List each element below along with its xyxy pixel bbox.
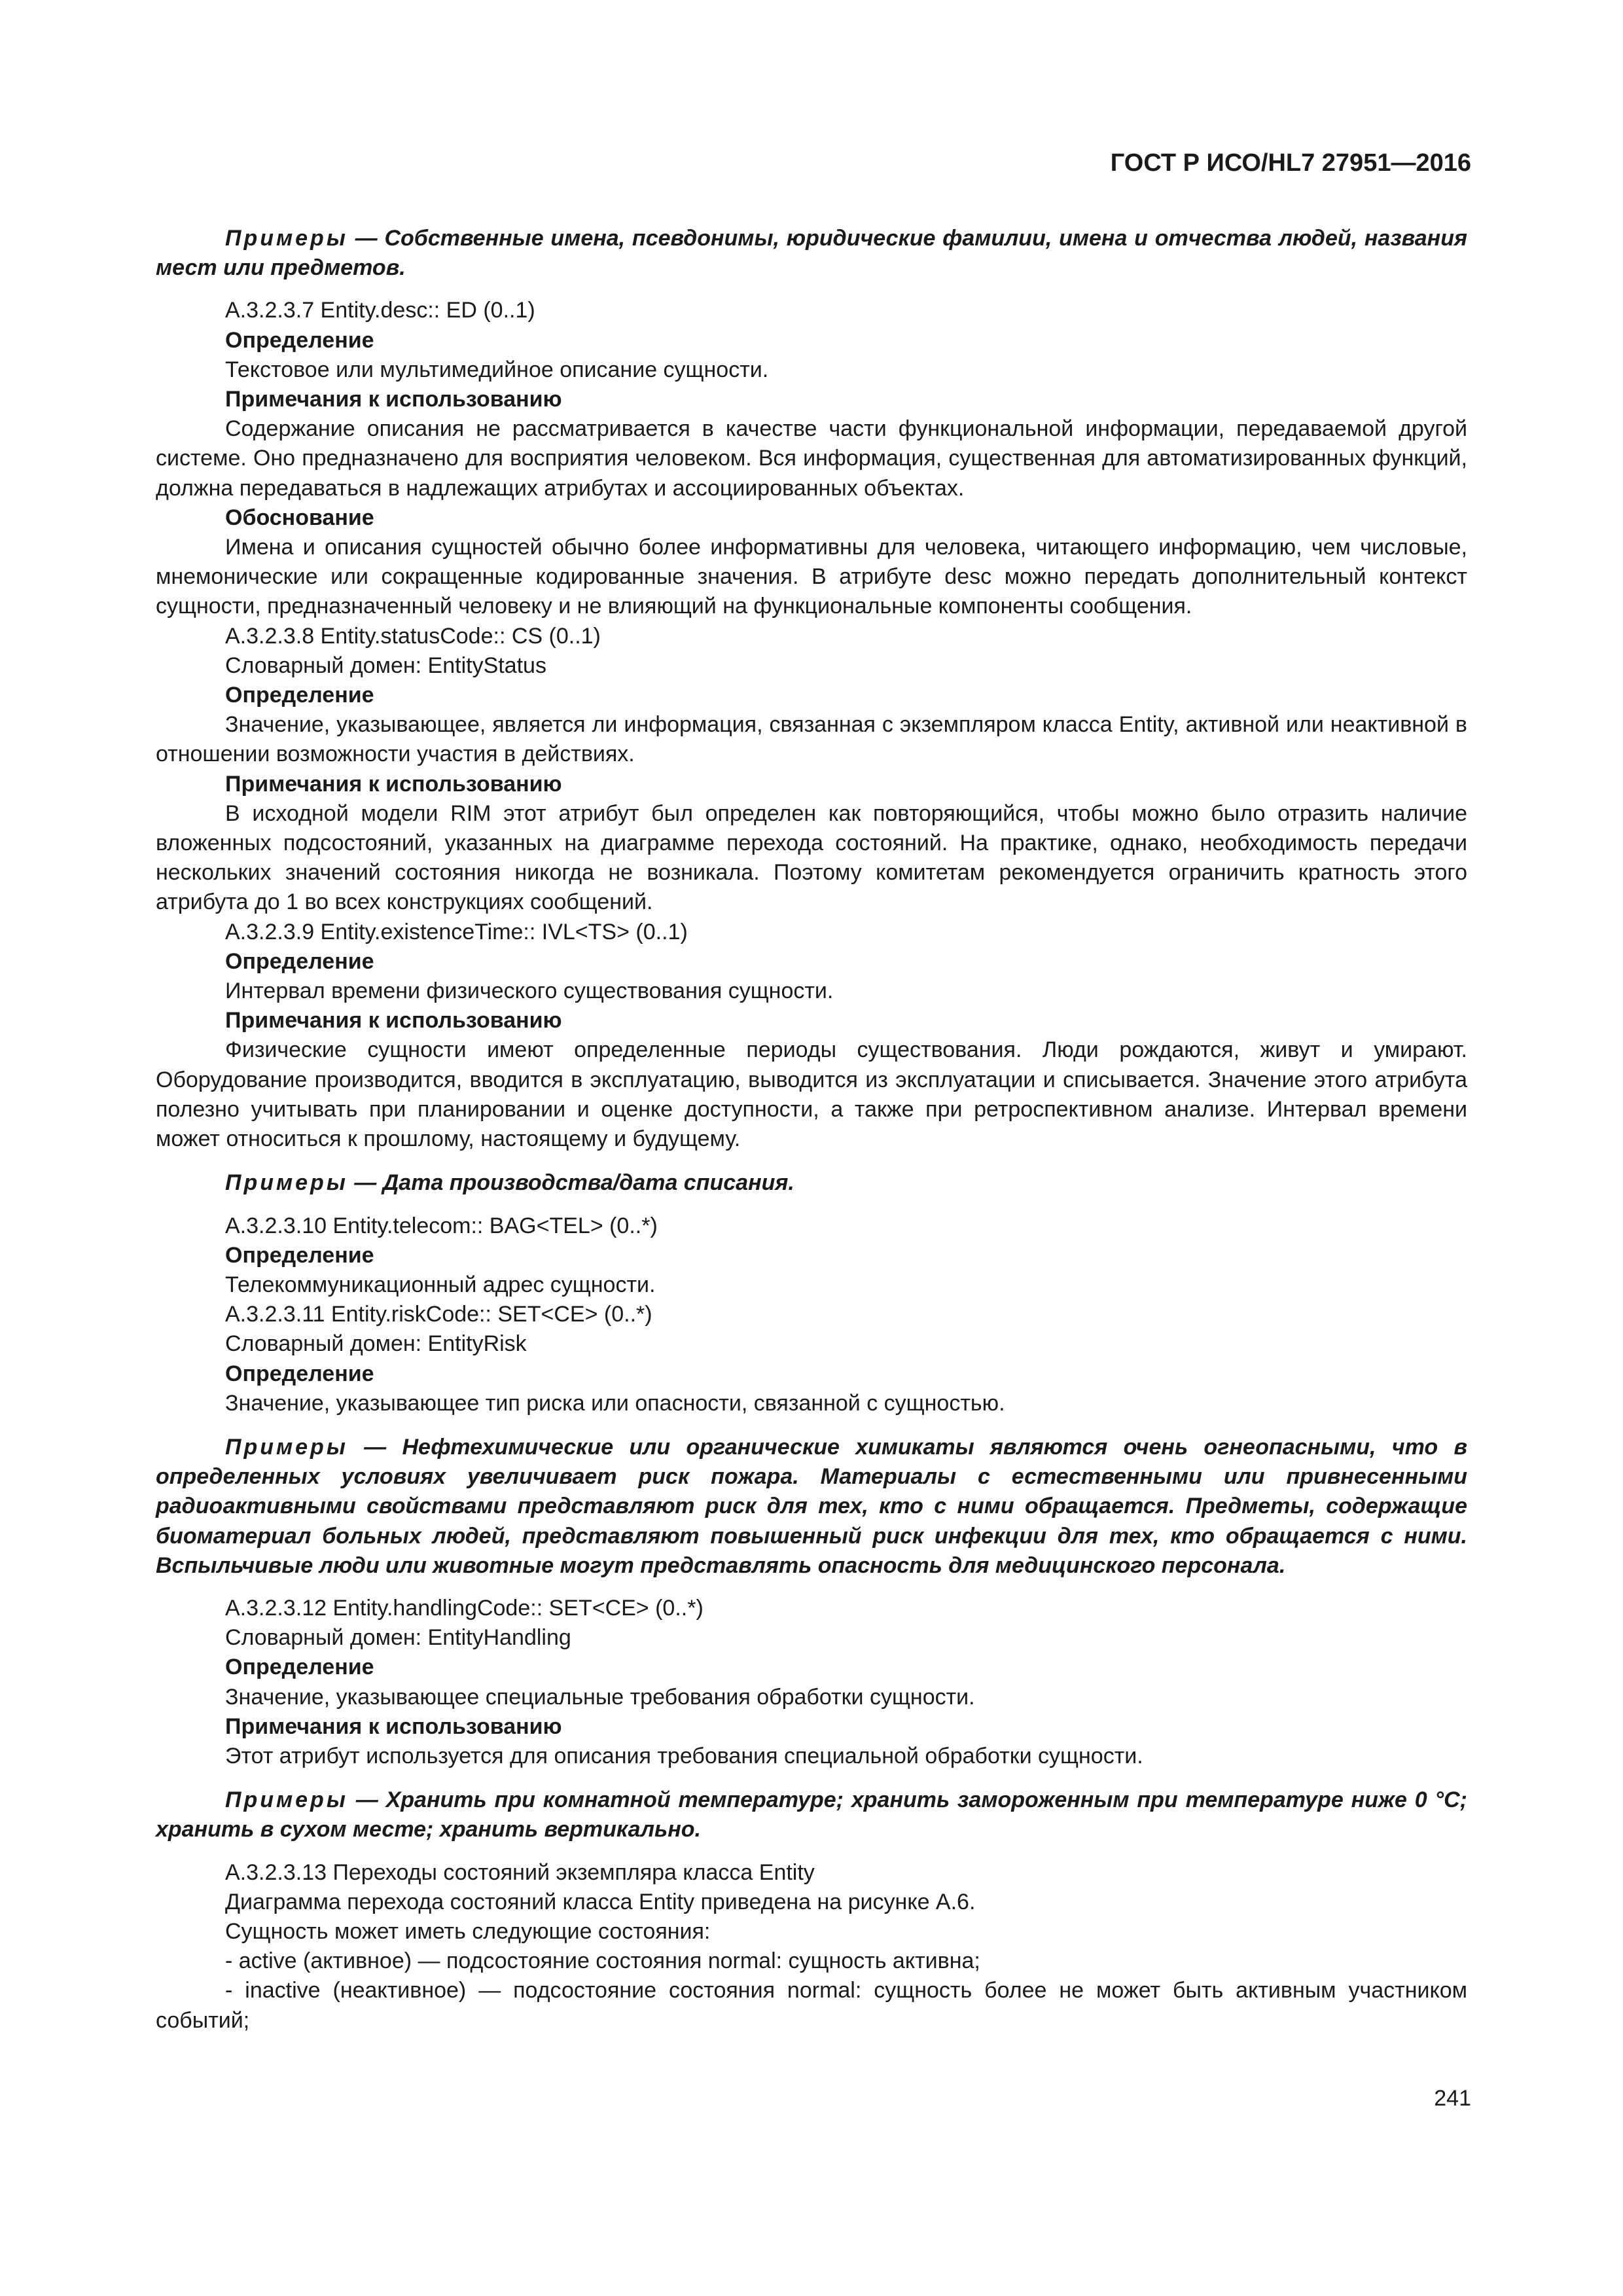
body-paragraph: Значение, указывающее специальные требования обработки сущности. (225, 1684, 975, 1710)
example-label: Примеры (225, 1170, 348, 1196)
example-label: Примеры (225, 1434, 348, 1460)
body-paragraph: Интервал времени физического существования сущности. (225, 978, 834, 1004)
example-label: Примеры (225, 226, 348, 251)
body-paragraph: Телекоммуникационный адрес сущности. (225, 1272, 656, 1297)
example-paragraph (156, 1433, 1467, 1581)
section-heading: Определение (225, 1361, 374, 1386)
section-heading: Примечания к использованию (225, 1008, 562, 1033)
body-paragraph: Диаграмма перехода состояний класса Entity приведена на рисунке А.6. (225, 1889, 976, 1914)
body-paragraph: А.3.2.3.8 Entity.statusCode:: CS (0..1) (225, 623, 601, 649)
body-paragraph: Словарный домен: EntityHandling (225, 1625, 571, 1651)
section-heading: Примечания к использованию (225, 1713, 562, 1739)
body-paragraph: Значение, указывающее тип риска или опасности, связанной с сущностью. (225, 1390, 1005, 1416)
body-paragraph: А.3.2.3.11 Entity.riskCode:: SET<CE> (0..*) (225, 1302, 652, 1327)
example-text: — Нефтехимические или органические химикаты являются очень огнеопасными, что в определенных условиях увеличивает риск пожара. Материалы с естественными или привнесенными радиоактивными свойствами представляют риск для тех, кто с ними обращается. Предметы, содержащие биоматериал больных людей, представляют повышенный риск инфекции для тех, кто обращается с ними. Вспыльчивые люди или животные могут представлять опасность для медицинского персонала. (156, 1434, 1467, 1578)
body-paragraph: А.3.2.3.12 Entity.handlingCode:: SET<CE> (0..*) (225, 1595, 704, 1621)
example-text: — Дата производства/дата списания. (348, 1170, 794, 1196)
section-heading: Обоснование (225, 505, 374, 530)
body-paragraph: А.3.2.3.13 Переходы состояний экземпляра класса Entity (225, 1859, 815, 1885)
example-paragraph (156, 224, 1467, 283)
body-paragraph: А.3.2.3.7 Entity.desc:: ED (0..1) (225, 298, 535, 323)
example-paragraph (156, 1785, 1467, 1844)
example-paragraph (156, 1168, 1467, 1198)
section-heading: Примечания к использованию (225, 387, 562, 412)
body-paragraph: - inactive (неактивное) — подсостояние состояния normal: сущность более не может быть активным участником событий; (156, 1978, 1467, 2033)
body-paragraph: А.3.2.3.9 Entity.existenceTime:: IVL<TS> (0..1) (225, 919, 688, 944)
body-paragraph: Содержание описания не рассматривается в качестве части функциональной информации, передаваемой другой системе. Оно предназначено для восприятия человеком. Вся информация, существенная для автоматизированных функций, должна передаваться в надлежащих атрибутах и ассоциированных объектах. (156, 416, 1467, 501)
body-paragraph: В исходной модели RIM этот атрибут был определен как повторяющийся, чтобы можно было отразить наличие вложенных подсостояний, указанных на диаграмме перехода состояний. На практике, однако, необходимость передачи нескольких значений состояния никогда не возникала. Поэтому комитетам рекомендуется ограничить кратность этого атрибута до 1 во всех конструкциях сообщений. (156, 800, 1467, 915)
document-body (156, 224, 1467, 2036)
section-heading: Определение (225, 327, 374, 353)
example-text: — Собственные имена, псевдонимы, юридические фамилии, имена и отчества людей, названия мест или предметов. (156, 226, 1467, 281)
section-heading: Определение (225, 1655, 374, 1680)
body-paragraph: - active (активное) — подсостояние состояния normal: сущность активна; (225, 1948, 980, 1974)
document-header: ГОСТ Р ИСО/HL7 27951—2016 (1110, 149, 1471, 177)
body-paragraph: Текстовое или мультимедийное описание сущности. (225, 357, 769, 382)
body-paragraph: Значение, указывающее, является ли информация, связанная с экземпляром класса Entity, активной или неактивной в отношении возможности участия в действиях. (156, 712, 1467, 767)
example-label: Примеры (225, 1787, 348, 1813)
body-paragraph: Имена и описания сущностей обычно более информативны для человека, читающего информацию, чем числовые, мнемонические или сокращенные кодированные значения. В атрибуте desc можно передать дополнительный контекст сущности, предназначенный человеку и не влияющий на функциональные компоненты сообщения. (156, 535, 1467, 619)
page-number: 241 (1434, 2086, 1471, 2111)
body-paragraph: Физические сущности имеют определенные периоды существования. Люди рождаются, живут и умирают. Оборудование производится, вводится в эксплуатацию, выводится из эксплуатации и списывается. Значение этого атрибута полезно учитывать при планировании и оценке доступности, а также при ретроспективном анализе. Интервал времени может относиться к прошлому, настоящему и будущему. (156, 1037, 1467, 1152)
body-paragraph: Сущность может иметь следующие состояния: (225, 1918, 711, 1944)
body-paragraph: Словарный домен: EntityRisk (225, 1331, 527, 1357)
body-paragraph: А.3.2.3.10 Entity.telecom:: BAG<TEL> (0..*) (225, 1213, 658, 1238)
section-heading: Определение (225, 683, 374, 708)
section-heading: Определение (225, 948, 374, 974)
section-heading: Примечания к использованию (225, 771, 562, 797)
example-text: — Хранить при комнатной температуре; хранить замороженным при температуре ниже 0 °С; хранить в сухом месте; хранить вертикально. (156, 1787, 1467, 1842)
section-heading: Определение (225, 1242, 374, 1268)
body-paragraph: Этот атрибут используется для описания требования специальной обработки сущности. (225, 1743, 1143, 1768)
body-paragraph: Словарный домен: EntityStatus (225, 653, 546, 678)
